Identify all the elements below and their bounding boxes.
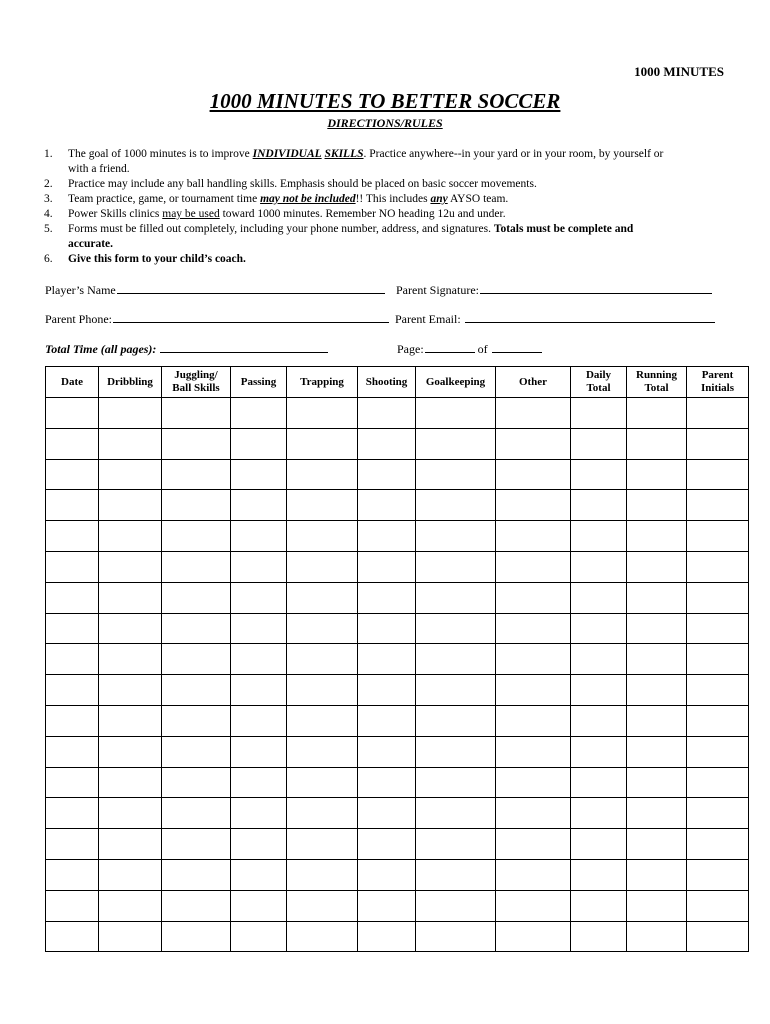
cell-juggling[interactable]	[162, 613, 231, 644]
table-row	[46, 675, 749, 706]
cell-trapping[interactable]	[287, 798, 358, 829]
parent-email-line[interactable]	[465, 311, 715, 323]
cell-juggling[interactable]	[162, 459, 231, 490]
cell-goalkeeping[interactable]	[416, 736, 496, 767]
player-name-field[interactable]	[45, 282, 385, 298]
cell-running-total[interactable]	[627, 644, 687, 675]
cell-dribbling[interactable]	[99, 398, 162, 429]
cell-daily-total[interactable]	[571, 398, 627, 429]
cell-goalkeeping[interactable]	[416, 582, 496, 613]
cell-parent-initials[interactable]	[687, 613, 749, 644]
cell-other[interactable]	[496, 798, 571, 829]
cell-juggling[interactable]	[162, 921, 231, 952]
cell-running-total[interactable]	[627, 767, 687, 798]
cell-date[interactable]	[46, 490, 99, 521]
cell-running-total[interactable]	[627, 613, 687, 644]
cell-date[interactable]	[46, 398, 99, 429]
cell-daily-total[interactable]	[571, 613, 627, 644]
page-of-label: of	[477, 342, 488, 356]
cell-trapping[interactable]	[287, 921, 358, 952]
cell-daily-total[interactable]	[571, 521, 627, 552]
cell-passing[interactable]	[231, 582, 287, 613]
cell-juggling[interactable]	[162, 644, 231, 675]
cell-passing[interactable]	[231, 459, 287, 490]
cell-running-total[interactable]	[627, 675, 687, 706]
cell-passing[interactable]	[231, 921, 287, 952]
parent-signature-field[interactable]	[396, 282, 712, 298]
cell-daily-total[interactable]	[571, 798, 627, 829]
cell-goalkeeping[interactable]	[416, 613, 496, 644]
cell-dribbling[interactable]	[99, 859, 162, 890]
cell-daily-total[interactable]	[571, 644, 627, 675]
cell-other[interactable]	[496, 675, 571, 706]
col-header-juggling: Juggling/ Ball Skills	[162, 367, 231, 398]
cell-goalkeeping[interactable]	[416, 490, 496, 521]
table-row	[46, 459, 749, 490]
cell-running-total[interactable]	[627, 582, 687, 613]
cell-trapping[interactable]	[287, 398, 358, 429]
col-header-date: Date	[46, 367, 99, 398]
cell-parent-initials[interactable]	[687, 890, 749, 921]
cell-goalkeeping[interactable]	[416, 459, 496, 490]
cell-running-total[interactable]	[627, 890, 687, 921]
total-time-label: Total Time (all pages):	[45, 342, 157, 356]
cell-shooting[interactable]	[358, 890, 416, 921]
cell-daily-total[interactable]	[571, 921, 627, 952]
cell-date[interactable]	[46, 582, 99, 613]
cell-juggling[interactable]	[162, 798, 231, 829]
cell-goalkeeping[interactable]	[416, 398, 496, 429]
cell-parent-initials[interactable]	[687, 428, 749, 459]
cell-passing[interactable]	[231, 736, 287, 767]
cell-other[interactable]	[496, 921, 571, 952]
cell-parent-initials[interactable]	[687, 398, 749, 429]
player-name-line[interactable]	[117, 282, 385, 294]
cell-dribbling[interactable]	[99, 705, 162, 736]
cell-date[interactable]	[46, 705, 99, 736]
cell-passing[interactable]	[231, 859, 287, 890]
col-header-dribbling: Dribbling	[99, 367, 162, 398]
cell-trapping[interactable]	[287, 644, 358, 675]
cell-other[interactable]	[496, 705, 571, 736]
parent-phone-field[interactable]	[45, 311, 389, 327]
cell-running-total[interactable]	[627, 859, 687, 890]
cell-daily-total[interactable]	[571, 459, 627, 490]
cell-other[interactable]	[496, 890, 571, 921]
cell-goalkeeping[interactable]	[416, 890, 496, 921]
page-label: Page:	[397, 342, 424, 356]
cell-date[interactable]	[46, 644, 99, 675]
cell-juggling[interactable]	[162, 428, 231, 459]
total-time-field[interactable]	[45, 341, 328, 357]
parent-email-field[interactable]	[395, 311, 715, 327]
cell-juggling[interactable]	[162, 490, 231, 521]
cell-daily-total[interactable]	[571, 736, 627, 767]
table-row	[46, 644, 749, 675]
parent-signature-label: Parent Signature:	[396, 283, 479, 297]
cell-juggling[interactable]	[162, 736, 231, 767]
cell-shooting[interactable]	[358, 705, 416, 736]
cell-dribbling[interactable]	[99, 490, 162, 521]
cell-dribbling[interactable]	[99, 829, 162, 860]
cell-parent-initials[interactable]	[687, 644, 749, 675]
cell-goalkeeping[interactable]	[416, 551, 496, 582]
cell-daily-total[interactable]	[571, 705, 627, 736]
cell-parent-initials[interactable]	[687, 521, 749, 552]
cell-shooting[interactable]	[358, 829, 416, 860]
cell-goalkeeping[interactable]	[416, 798, 496, 829]
cell-running-total[interactable]	[627, 829, 687, 860]
minutes-log-table	[45, 366, 749, 952]
cell-juggling[interactable]	[162, 890, 231, 921]
cell-other[interactable]	[496, 398, 571, 429]
cell-passing[interactable]	[231, 675, 287, 706]
col-header-running-total: Running Total	[627, 367, 687, 398]
cell-passing[interactable]	[231, 767, 287, 798]
cell-other[interactable]	[496, 644, 571, 675]
cell-date[interactable]	[46, 767, 99, 798]
cell-date[interactable]	[46, 798, 99, 829]
cell-juggling[interactable]	[162, 582, 231, 613]
cell-dribbling[interactable]	[99, 798, 162, 829]
cell-parent-initials[interactable]	[687, 705, 749, 736]
cell-parent-initials[interactable]	[687, 921, 749, 952]
cell-goalkeeping[interactable]	[416, 859, 496, 890]
cell-date[interactable]	[46, 675, 99, 706]
cell-passing[interactable]	[231, 613, 287, 644]
table-row	[46, 798, 749, 829]
cell-date[interactable]	[46, 459, 99, 490]
page-total-line[interactable]	[492, 341, 542, 353]
cell-juggling[interactable]	[162, 675, 231, 706]
corner-label: 1000 MINUTES	[634, 64, 724, 79]
cell-parent-initials[interactable]	[687, 767, 749, 798]
cell-other[interactable]	[496, 582, 571, 613]
cell-trapping[interactable]	[287, 767, 358, 798]
cell-shooting[interactable]	[358, 767, 416, 798]
cell-goalkeeping[interactable]	[416, 705, 496, 736]
cell-shooting[interactable]	[358, 521, 416, 552]
cell-passing[interactable]	[231, 890, 287, 921]
cell-trapping[interactable]	[287, 859, 358, 890]
col-header-trapping: Trapping	[287, 367, 358, 398]
cell-dribbling[interactable]	[99, 675, 162, 706]
player-name-label: Player’s Name	[45, 283, 116, 297]
cell-shooting[interactable]	[358, 675, 416, 706]
cell-passing[interactable]	[231, 705, 287, 736]
cell-passing[interactable]	[231, 398, 287, 429]
cell-passing[interactable]	[231, 644, 287, 675]
cell-shooting[interactable]	[358, 398, 416, 429]
cell-daily-total[interactable]	[571, 551, 627, 582]
cell-juggling[interactable]	[162, 859, 231, 890]
cell-running-total[interactable]	[627, 490, 687, 521]
cell-trapping[interactable]	[287, 490, 358, 521]
cell-goalkeeping[interactable]	[416, 644, 496, 675]
page-subtitle: DIRECTIONS/RULES	[327, 116, 443, 130]
cell-date[interactable]	[46, 859, 99, 890]
cell-running-total[interactable]	[627, 428, 687, 459]
cell-shooting[interactable]	[358, 644, 416, 675]
cell-shooting[interactable]	[358, 490, 416, 521]
cell-passing[interactable]	[231, 490, 287, 521]
cell-parent-initials[interactable]	[687, 551, 749, 582]
cell-date[interactable]	[46, 428, 99, 459]
cell-other[interactable]	[496, 551, 571, 582]
cell-dribbling[interactable]	[99, 613, 162, 644]
cell-daily-total[interactable]	[571, 829, 627, 860]
table-row	[46, 490, 749, 521]
cell-shooting[interactable]	[358, 459, 416, 490]
cell-daily-total[interactable]	[571, 675, 627, 706]
rule-item: 5. Forms must be filled out completely, including your phone number, address, and signatures. Totals must be complete and accurate.	[44, 223, 634, 250]
cell-dribbling[interactable]	[99, 582, 162, 613]
cell-juggling[interactable]	[162, 767, 231, 798]
rules-list	[44, 147, 734, 267]
cell-other[interactable]	[496, 521, 571, 552]
cell-other[interactable]	[496, 428, 571, 459]
cell-juggling[interactable]	[162, 521, 231, 552]
cell-passing[interactable]	[231, 551, 287, 582]
cell-shooting[interactable]	[358, 582, 416, 613]
cell-goalkeeping[interactable]	[416, 675, 496, 706]
cell-other[interactable]	[496, 767, 571, 798]
cell-shooting[interactable]	[358, 736, 416, 767]
cell-trapping[interactable]	[287, 459, 358, 490]
cell-passing[interactable]	[231, 798, 287, 829]
cell-parent-initials[interactable]	[687, 736, 749, 767]
cell-juggling[interactable]	[162, 705, 231, 736]
table-row	[46, 890, 749, 921]
page-number-line[interactable]	[425, 341, 475, 353]
cell-dribbling[interactable]	[99, 428, 162, 459]
cell-other[interactable]	[496, 459, 571, 490]
cell-running-total[interactable]	[627, 459, 687, 490]
rule-item: 1. The goal of 1000 minutes is to improve INDIVIDUAL SKILLS. Practice anywhere--in your yard or in your room, by yourself or with a friend.	[44, 148, 664, 175]
parent-signature-line[interactable]	[480, 282, 712, 294]
cell-goalkeeping[interactable]	[416, 521, 496, 552]
cell-passing[interactable]	[231, 428, 287, 459]
page-title: 1000 MINUTES TO BETTER SOCCER	[209, 89, 561, 113]
cell-other[interactable]	[496, 859, 571, 890]
table-row	[46, 582, 749, 613]
cell-dribbling[interactable]	[99, 551, 162, 582]
table-row	[46, 613, 749, 644]
cell-passing[interactable]	[231, 829, 287, 860]
cell-goalkeeping[interactable]	[416, 829, 496, 860]
col-header-parent-initials: Parent Initials	[687, 367, 749, 398]
cell-date[interactable]	[46, 736, 99, 767]
cell-trapping[interactable]	[287, 521, 358, 552]
cell-shooting[interactable]	[358, 551, 416, 582]
cell-shooting[interactable]	[358, 921, 416, 952]
table-row	[46, 428, 749, 459]
cell-running-total[interactable]	[627, 521, 687, 552]
cell-date[interactable]	[46, 521, 99, 552]
col-header-goalkeeping: Goalkeeping	[416, 367, 496, 398]
cell-parent-initials[interactable]	[687, 582, 749, 613]
cell-trapping[interactable]	[287, 551, 358, 582]
table-row	[46, 829, 749, 860]
cell-parent-initials[interactable]	[687, 490, 749, 521]
cell-dribbling[interactable]	[99, 644, 162, 675]
col-header-passing: Passing	[231, 367, 287, 398]
cell-daily-total[interactable]	[571, 490, 627, 521]
cell-daily-total[interactable]	[571, 428, 627, 459]
cell-date[interactable]	[46, 921, 99, 952]
cell-shooting[interactable]	[358, 798, 416, 829]
cell-trapping[interactable]	[287, 705, 358, 736]
cell-other[interactable]	[496, 736, 571, 767]
cell-parent-initials[interactable]	[687, 675, 749, 706]
table-header-row	[46, 367, 749, 398]
cell-trapping[interactable]	[287, 613, 358, 644]
rule-item: 4. Power Skills clinics may be used toward 1000 minutes. Remember NO heading 12u and under.	[44, 208, 506, 220]
cell-trapping[interactable]	[287, 428, 358, 459]
cell-trapping[interactable]	[287, 675, 358, 706]
table-row	[46, 767, 749, 798]
table-row	[46, 921, 749, 952]
cell-dribbling[interactable]	[99, 890, 162, 921]
cell-trapping[interactable]	[287, 736, 358, 767]
cell-dribbling[interactable]	[99, 736, 162, 767]
cell-trapping[interactable]	[287, 890, 358, 921]
parent-phone-label: Parent Phone:	[45, 312, 112, 326]
cell-date[interactable]	[46, 613, 99, 644]
cell-juggling[interactable]	[162, 398, 231, 429]
cell-juggling[interactable]	[162, 551, 231, 582]
cell-running-total[interactable]	[627, 705, 687, 736]
cell-goalkeeping[interactable]	[416, 767, 496, 798]
cell-running-total[interactable]	[627, 736, 687, 767]
cell-daily-total[interactable]	[571, 767, 627, 798]
table-row	[46, 398, 749, 429]
cell-dribbling[interactable]	[99, 767, 162, 798]
cell-parent-initials[interactable]	[687, 798, 749, 829]
cell-parent-initials[interactable]	[687, 859, 749, 890]
cell-goalkeeping[interactable]	[416, 921, 496, 952]
cell-running-total[interactable]	[627, 921, 687, 952]
table-body	[46, 398, 749, 952]
cell-parent-initials[interactable]	[687, 829, 749, 860]
cell-date[interactable]	[46, 829, 99, 860]
cell-shooting[interactable]	[358, 428, 416, 459]
cell-dribbling[interactable]	[99, 459, 162, 490]
cell-goalkeeping[interactable]	[416, 428, 496, 459]
table-row	[46, 705, 749, 736]
rule-item: 3. Team practice, game, or tournament time may not be included!! This includes any AYSO team.	[44, 193, 509, 205]
cell-daily-total[interactable]	[571, 859, 627, 890]
table-row	[46, 859, 749, 890]
cell-trapping[interactable]	[287, 582, 358, 613]
rule-item: 2. Practice may include any ball handling skills. Emphasis should be placed on basic soccer movements.	[44, 178, 537, 190]
cell-shooting[interactable]	[358, 859, 416, 890]
parent-email-label: Parent Email:	[395, 312, 461, 326]
cell-trapping[interactable]	[287, 829, 358, 860]
cell-dribbling[interactable]	[99, 921, 162, 952]
cell-other[interactable]	[496, 490, 571, 521]
col-header-shooting: Shooting	[358, 367, 416, 398]
cell-running-total[interactable]	[627, 398, 687, 429]
table-row	[46, 521, 749, 552]
parent-phone-line[interactable]	[113, 311, 389, 323]
cell-shooting[interactable]	[358, 613, 416, 644]
col-header-other: Other	[496, 367, 571, 398]
table-row	[46, 736, 749, 767]
page-number-field[interactable]	[397, 341, 542, 357]
rule-item: 6. Give this form to your child’s coach.	[44, 253, 246, 265]
cell-passing[interactable]	[231, 521, 287, 552]
cell-date[interactable]	[46, 551, 99, 582]
cell-running-total[interactable]	[627, 551, 687, 582]
table-row	[46, 551, 749, 582]
cell-other[interactable]	[496, 829, 571, 860]
cell-dribbling[interactable]	[99, 521, 162, 552]
cell-parent-initials[interactable]	[687, 459, 749, 490]
cell-running-total[interactable]	[627, 798, 687, 829]
total-time-line[interactable]	[160, 341, 328, 353]
cell-other[interactable]	[496, 613, 571, 644]
cell-daily-total[interactable]	[571, 890, 627, 921]
cell-date[interactable]	[46, 890, 99, 921]
cell-daily-total[interactable]	[571, 582, 627, 613]
cell-juggling[interactable]	[162, 829, 231, 860]
col-header-daily-total: Daily Total	[571, 367, 627, 398]
